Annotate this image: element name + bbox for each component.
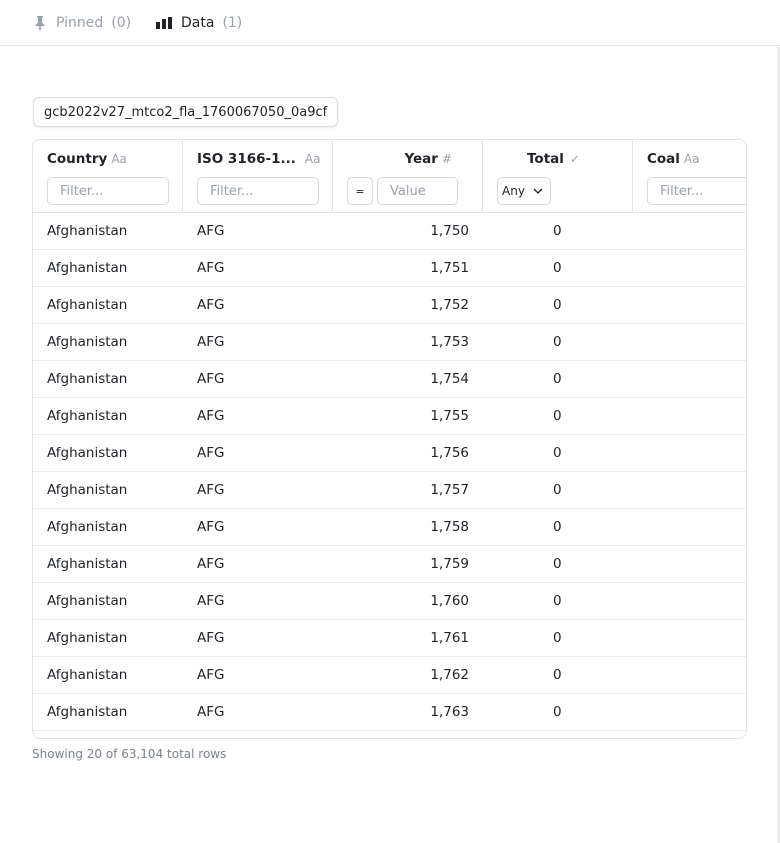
coal-filter-input[interactable] [647, 177, 747, 205]
iso-cell: AFG [197, 556, 225, 572]
check-type-icon: ✓ [569, 152, 580, 166]
table-row[interactable] [33, 287, 746, 324]
iso-filter-input[interactable] [197, 177, 319, 205]
country-cell: Afghanistan [47, 371, 128, 387]
table-header [33, 140, 746, 213]
table-body [33, 213, 746, 731]
table-row[interactable] [33, 546, 746, 583]
total-cell: 0 [553, 371, 562, 387]
table-row[interactable] [33, 250, 746, 287]
bar-chart-icon [156, 17, 172, 29]
tab-data-label: Data [181, 15, 215, 31]
iso-cell: AFG [197, 297, 225, 313]
iso-cell: AFG [197, 408, 225, 424]
column-country [33, 140, 183, 212]
country-cell: Afghanistan [47, 704, 128, 720]
column-header-year[interactable]: Year # [404, 151, 452, 167]
column-total [483, 140, 633, 212]
table-row[interactable] [33, 213, 746, 250]
table-row[interactable] [33, 620, 746, 657]
iso-cell: AFG [197, 630, 225, 646]
year-cell: 1,757 [430, 482, 469, 498]
column-header-total[interactable]: Total ✓ [527, 151, 580, 167]
total-cell: 0 [553, 667, 562, 683]
tab-pinned-label: Pinned [56, 15, 104, 31]
country-cell: Afghanistan [47, 334, 128, 350]
year-cell: 1,754 [430, 371, 469, 387]
table-row[interactable] [33, 324, 746, 361]
column-header-coal[interactable]: Coal Aa [647, 151, 700, 167]
total-select-value: Any [502, 184, 525, 198]
year-cell: 1,763 [430, 704, 469, 720]
iso-cell: AFG [197, 223, 225, 239]
country-cell: Afghanistan [47, 297, 128, 313]
column-iso [183, 140, 333, 212]
table-row[interactable] [33, 509, 746, 546]
year-operator-button[interactable]: = [347, 177, 373, 205]
pin-icon [34, 15, 46, 31]
iso-cell: AFG [197, 704, 225, 720]
total-cell: 0 [553, 408, 562, 424]
column-coal [633, 140, 747, 212]
year-cell: 1,751 [430, 260, 469, 276]
table-row[interactable] [33, 583, 746, 620]
iso-cell: AFG [197, 445, 225, 461]
country-cell: Afghanistan [47, 408, 128, 424]
total-cell: 0 [553, 519, 562, 535]
data-table [32, 139, 747, 739]
year-cell: 1,762 [430, 667, 469, 683]
country-cell: Afghanistan [47, 445, 128, 461]
country-cell: Afghanistan [47, 260, 128, 276]
total-cell: 0 [553, 334, 562, 350]
year-cell: 1,758 [430, 519, 469, 535]
table-row[interactable] [33, 657, 746, 694]
total-cell: 0 [553, 630, 562, 646]
column-header-iso[interactable]: ISO 3166-1... Aa [197, 151, 321, 167]
table-row[interactable] [33, 435, 746, 472]
year-value-input[interactable] [377, 177, 458, 205]
tab-data[interactable] [156, 14, 242, 32]
country-cell: Afghanistan [47, 667, 128, 683]
text-type-icon: Aa [683, 152, 700, 166]
year-cell: 1,752 [430, 297, 469, 313]
table-row[interactable] [33, 398, 746, 435]
year-cell: 1,753 [430, 334, 469, 350]
table-row[interactable] [33, 694, 746, 731]
iso-cell: AFG [197, 371, 225, 387]
tab-data-count: (1) [222, 15, 243, 31]
year-cell: 1,750 [430, 223, 469, 239]
iso-cell: AFG [197, 260, 225, 276]
iso-cell: AFG [197, 667, 225, 683]
table-row[interactable] [33, 361, 746, 398]
number-type-icon: # [441, 152, 452, 166]
tab-pinned[interactable] [34, 14, 131, 32]
year-cell: 1,755 [430, 408, 469, 424]
column-header-country[interactable]: Country Aa [47, 151, 127, 167]
iso-cell: AFG [197, 482, 225, 498]
total-any-select[interactable] [497, 177, 551, 205]
year-cell: 1,759 [430, 556, 469, 572]
iso-cell: AFG [197, 334, 225, 350]
column-year [333, 140, 483, 212]
text-type-icon: Aa [111, 152, 127, 166]
year-cell: 1,760 [430, 593, 469, 609]
tab-pinned-count: (0) [111, 15, 132, 31]
total-cell: 0 [553, 482, 562, 498]
year-cell: 1,761 [430, 630, 469, 646]
total-cell: 0 [553, 445, 562, 461]
text-type-icon: Aa [304, 152, 321, 166]
iso-cell: AFG [197, 519, 225, 535]
total-cell: 0 [553, 297, 562, 313]
iso-cell: AFG [197, 593, 225, 609]
total-cell: 0 [553, 593, 562, 609]
country-cell: Afghanistan [47, 556, 128, 572]
country-cell: Afghanistan [47, 482, 128, 498]
tab-bar [0, 0, 780, 46]
chevron-down-icon [533, 187, 543, 195]
dataset-chip[interactable]: gcb2022v27_mtco2_fla_1760067050_0a9cf [33, 97, 338, 127]
total-cell: 0 [553, 556, 562, 572]
country-cell: Afghanistan [47, 630, 128, 646]
row-count-status: Showing 20 of 63,104 total rows [32, 747, 227, 761]
table-row[interactable] [33, 472, 746, 509]
total-cell: 0 [553, 704, 562, 720]
country-cell: Afghanistan [47, 593, 128, 609]
year-cell: 1,756 [430, 445, 469, 461]
country-filter-input[interactable] [47, 177, 169, 205]
total-cell: 0 [553, 223, 562, 239]
country-cell: Afghanistan [47, 223, 128, 239]
total-cell: 0 [553, 260, 562, 276]
country-cell: Afghanistan [47, 519, 128, 535]
